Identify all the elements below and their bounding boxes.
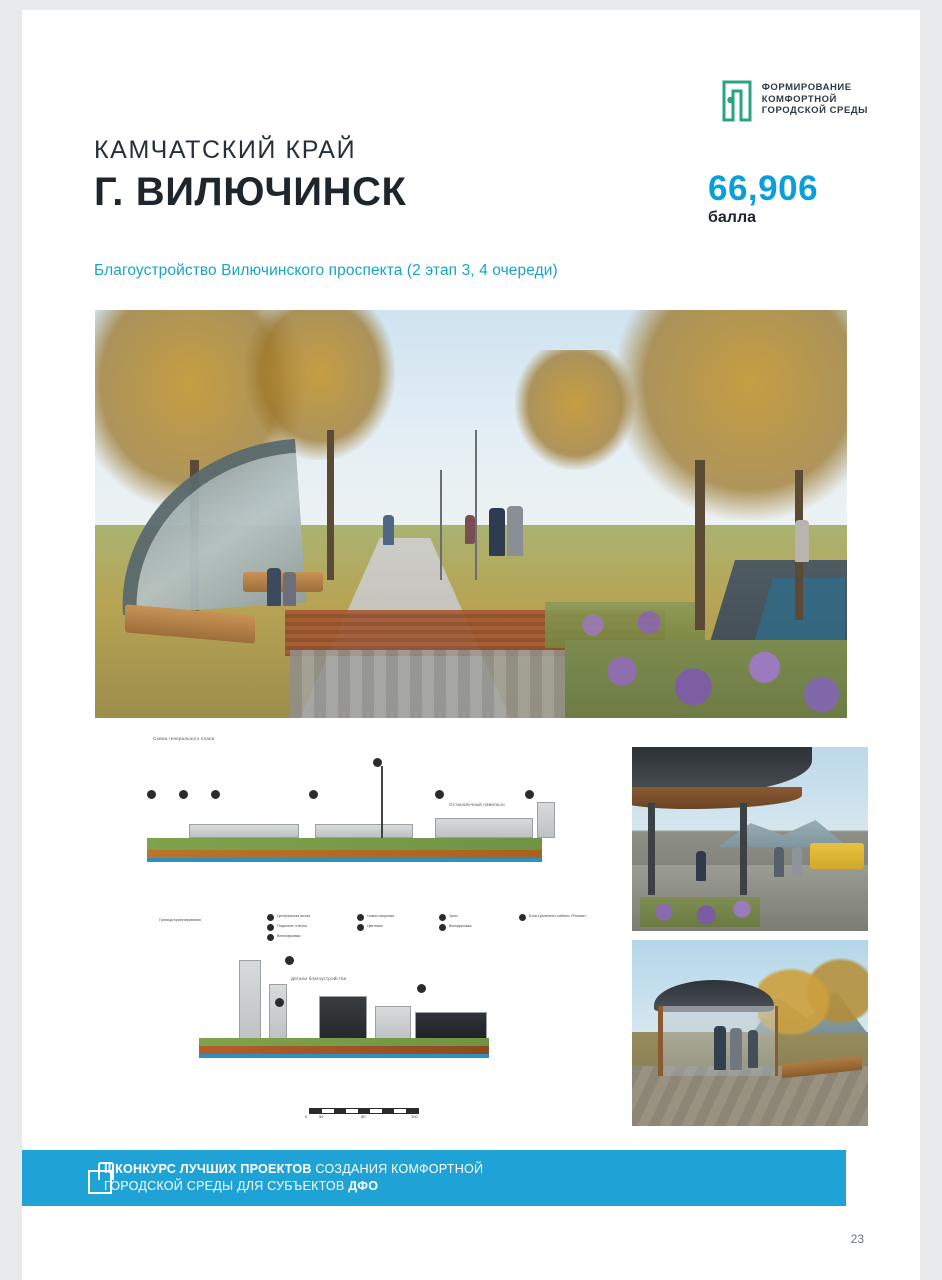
plan-paving-band	[147, 850, 542, 858]
plan-building	[319, 996, 367, 1040]
legend-marker	[439, 924, 446, 931]
plan-building	[415, 1012, 487, 1040]
street-lamp	[475, 430, 477, 580]
legend-label: Центральная аллея	[277, 914, 311, 918]
photo-canopy-underside	[632, 787, 802, 809]
scalebar-tick: 50	[319, 1114, 324, 1119]
person-figure	[267, 568, 281, 606]
score-label: балла	[708, 209, 757, 226]
region-name: КАМЧАТСКИЙ КРАЙ	[94, 136, 357, 164]
plan-section-upper	[119, 746, 589, 906]
program-logo-line-3: ГОРОДСКОЙ СРЕДЫ	[761, 105, 868, 117]
person-figure	[730, 1028, 742, 1070]
tree-trunk	[695, 460, 705, 630]
tree-trunk	[327, 430, 334, 580]
score-block	[708, 170, 868, 227]
tree	[515, 350, 635, 470]
legend-label: Новое покрытие	[367, 914, 395, 918]
plan-section-label: Детали благоустройства	[291, 976, 347, 981]
footer-line-1	[104, 1161, 483, 1178]
hero-render-image	[95, 310, 847, 718]
page-number: 23	[850, 1232, 864, 1246]
render-shelter-image	[632, 940, 868, 1126]
program-logo-line-2: КОМФОРТНОЙ	[761, 93, 837, 105]
plan-marker	[275, 998, 284, 1007]
page-margin-left	[0, 0, 22, 1280]
plan-marker	[417, 984, 426, 993]
plan-water-band	[199, 1054, 489, 1058]
project-title: Благоустройство Вилючинского проспекта (2 этап 3, 4 очереди)	[94, 262, 558, 279]
scalebar-tick: 80	[361, 1114, 366, 1119]
hero-flowerbed-near	[565, 640, 847, 718]
street-lamp	[440, 470, 442, 580]
plan-marker	[147, 790, 156, 799]
program-logo	[721, 80, 868, 122]
plan-drawing-image	[119, 728, 589, 1126]
person-figure	[714, 1026, 726, 1070]
person-cyclist	[795, 520, 809, 562]
legend-marker	[267, 914, 274, 921]
komfortnaya-sreda-logo-icon	[721, 80, 753, 122]
photo-column	[740, 803, 747, 895]
plan-building	[435, 818, 533, 838]
scalebar-tick: 100	[411, 1114, 418, 1119]
plan-green-band	[147, 838, 542, 850]
legend-marker	[357, 924, 364, 931]
photo-column	[648, 803, 655, 895]
legend-marker	[439, 914, 446, 921]
legend-marker	[357, 914, 364, 921]
plan-paving-band	[199, 1046, 489, 1054]
plan-lamp	[381, 766, 383, 838]
plan-building	[375, 1006, 411, 1040]
person-figure	[489, 508, 505, 556]
contest-logo-hook	[98, 1162, 114, 1180]
legend-label: Граница проектирования	[159, 918, 201, 922]
page-sheet	[22, 10, 920, 1272]
plan-green-band	[199, 1038, 489, 1046]
person-figure	[792, 847, 802, 877]
footer-line-2-bold: ДФО	[348, 1179, 379, 1193]
legend-marker	[267, 924, 274, 931]
photo-bus	[810, 843, 864, 869]
footer-text	[104, 1161, 483, 1195]
person-figure	[774, 847, 784, 877]
plan-marker	[285, 956, 294, 965]
contest-logo-icon	[88, 1162, 118, 1194]
plan-building	[537, 802, 555, 838]
legend-label: Цветники	[367, 924, 383, 928]
legend-label: Урны	[449, 914, 458, 918]
plan-section-lower	[199, 950, 504, 1080]
person-figure	[696, 851, 706, 881]
plan-building	[189, 824, 299, 838]
person-figure	[383, 515, 394, 545]
legend-label: Блок туалетного кабины «Россия»	[529, 914, 587, 918]
plan-caption-main: Схема генерального плана	[153, 736, 215, 741]
render-bus-stop-image	[632, 747, 868, 931]
hero-pavilion	[117, 445, 287, 630]
program-logo-text	[762, 80, 868, 117]
plan-marker	[435, 790, 444, 799]
legend-label: Велопарковка	[277, 934, 301, 938]
plan-building	[239, 960, 261, 1040]
person-figure	[507, 506, 523, 556]
person-figure	[465, 515, 475, 543]
plan-marker	[179, 790, 188, 799]
footer-line-1-rest: СОЗДАНИЯ КОМФОРТНОЙ	[311, 1162, 484, 1176]
legend-marker	[519, 914, 526, 921]
person-figure	[283, 572, 296, 606]
plan-building	[269, 984, 287, 1040]
plan-marker	[309, 790, 318, 799]
legend-label: Покрытие: плитка	[277, 924, 307, 928]
score-value: 66,906	[708, 169, 819, 208]
legend-label: Велодорожка	[449, 924, 472, 928]
page-margin-right	[920, 0, 942, 1280]
footer-line-2	[104, 1178, 483, 1195]
plan-building	[315, 824, 413, 838]
person-figure	[748, 1030, 758, 1068]
photo-flowerbed	[640, 897, 760, 927]
plan-marker	[211, 790, 220, 799]
tree	[615, 310, 847, 520]
plan-caption-right: Остановочный павильон	[449, 802, 505, 807]
plan-marker	[525, 790, 534, 799]
plan-water-band	[147, 858, 542, 862]
page-margin-top	[0, 0, 942, 10]
page-title: Г. ВИЛЮЧИНСК	[94, 170, 407, 214]
footer-line-1-bold: II КОНКУРС ЛУЧШИХ ПРОЕКТОВ	[104, 1162, 312, 1176]
legend-marker	[267, 934, 274, 941]
scalebar-tick: 0	[305, 1114, 308, 1119]
program-logo-line-1: ФОРМИРОВАНИЕ	[761, 82, 852, 93]
footer-line-2-rest: ГОРОДСКОЙ СРЕДЫ ДЛЯ СУБЪЕКТОВ	[104, 1179, 349, 1193]
footer-banner	[22, 1150, 846, 1206]
tree	[245, 310, 395, 460]
